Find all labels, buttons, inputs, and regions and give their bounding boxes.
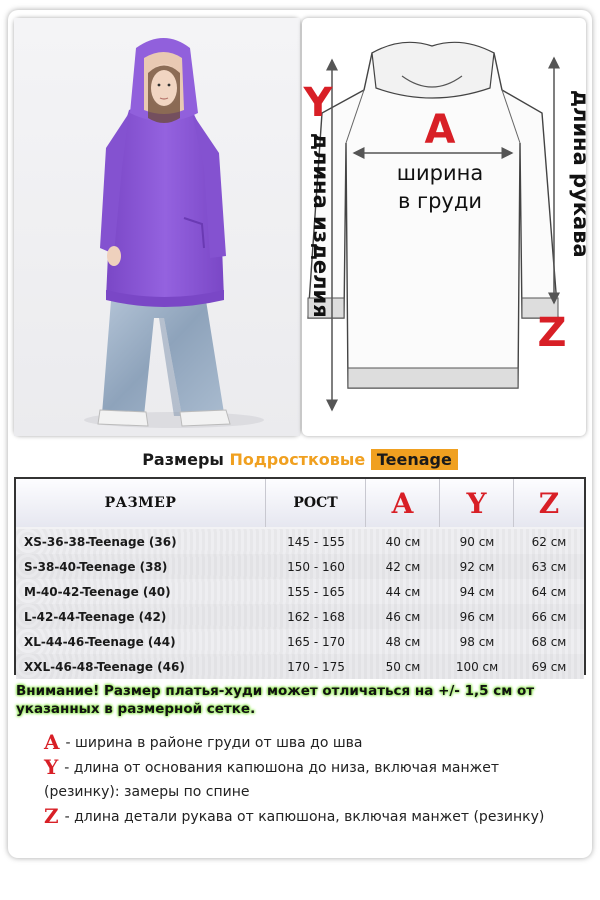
legend-item-y [44, 755, 574, 804]
legend-item-a [44, 730, 574, 755]
model-photo-illustration [14, 18, 300, 436]
cell-z: 68 см [531, 634, 567, 649]
legend-letter-y: Y [44, 755, 59, 779]
hoodie-outline-diagram [302, 18, 593, 436]
measurement-diagram [302, 18, 593, 436]
cell-height: 162 - 168 [287, 609, 345, 624]
sleeve-length-label: длина рукава [569, 90, 593, 258]
header-a: A [366, 479, 440, 527]
size-tolerance-notice: Внимание! Размер платья-худи может отличаться на +/- 1,5 см от указанных в размерной сетке. [16, 683, 535, 717]
chest-width-label-line1: ширина [396, 161, 484, 185]
chest-width-label-line2: в груди [397, 189, 483, 213]
cell-height: 155 - 165 [287, 584, 345, 599]
legend-text-a: - ширина в районе груди от шва до шва [65, 735, 363, 751]
legend-text-y: - длина от основания капюшона до низа, включая манжет (резинку): замеры по спине [44, 760, 500, 800]
legend-letter-z: Z [44, 804, 59, 828]
heading-teen: Подростковые [229, 450, 366, 469]
size-table [14, 477, 586, 675]
heading-sizes: Размеры [142, 450, 224, 469]
header-height: РОСТ [266, 479, 366, 527]
cell-a: 40 см [385, 534, 421, 549]
cell-a: 50 см [385, 659, 421, 674]
cell-size: S-38-40-Teenage (38) [24, 559, 168, 574]
cell-size: XL-44-46-Teenage (44) [24, 634, 176, 649]
legend-item-z [44, 804, 574, 829]
cell-height: 150 - 160 [287, 559, 345, 574]
cell-y: 90 см [459, 534, 495, 549]
cell-y: 92 см [459, 559, 495, 574]
table-row [16, 529, 584, 554]
table-row [16, 654, 584, 679]
cell-a: 46 см [385, 609, 421, 624]
model-photo [14, 18, 300, 436]
table-row [16, 579, 584, 604]
cell-height: 170 - 175 [287, 659, 345, 674]
table-row [16, 629, 584, 654]
cell-a: 42 см [385, 559, 421, 574]
cell-z: 69 см [531, 659, 567, 674]
cell-a: 44 см [385, 584, 421, 599]
cell-y: 100 см [455, 659, 499, 674]
size-table-header [16, 479, 584, 527]
cell-size: L-42-44-Teenage (42) [24, 609, 167, 624]
cell-height: 145 - 155 [287, 534, 345, 549]
legend-text-z: - длина детали рукава от капюшона, включая манжет (резинку) [64, 809, 545, 825]
cell-z: 62 см [531, 534, 567, 549]
header-y: Y [440, 479, 514, 527]
size-chart-heading [0, 450, 600, 469]
diagram-letter-a: A [424, 107, 456, 153]
header-size: РАЗМЕР [16, 479, 266, 527]
cell-size: XS-36-38-Teenage (36) [24, 534, 177, 549]
cell-y: 96 см [459, 609, 495, 624]
cell-size: M-40-42-Teenage (40) [24, 584, 171, 599]
table-row [16, 604, 584, 629]
diagram-letter-z: Z [537, 310, 567, 356]
header-z: Z [514, 479, 584, 527]
size-table-body [16, 529, 584, 679]
cell-z: 66 см [531, 609, 567, 624]
cell-y: 94 см [459, 584, 495, 599]
cell-size: XXL-46-48-Teenage (46) [24, 659, 185, 674]
cell-a: 48 см [385, 634, 421, 649]
cell-z: 63 см [531, 559, 567, 574]
table-row [16, 554, 584, 579]
length-label: длина изделия [309, 133, 333, 318]
cell-height: 165 - 170 [287, 634, 345, 649]
cell-y: 98 см [459, 634, 495, 649]
diagram-letter-y: Y [303, 80, 333, 126]
cell-z: 64 см [531, 584, 567, 599]
legend-letter-a: A [44, 730, 60, 754]
measurement-legend [44, 730, 574, 829]
heading-teenage-badge: Teenage [371, 449, 458, 470]
